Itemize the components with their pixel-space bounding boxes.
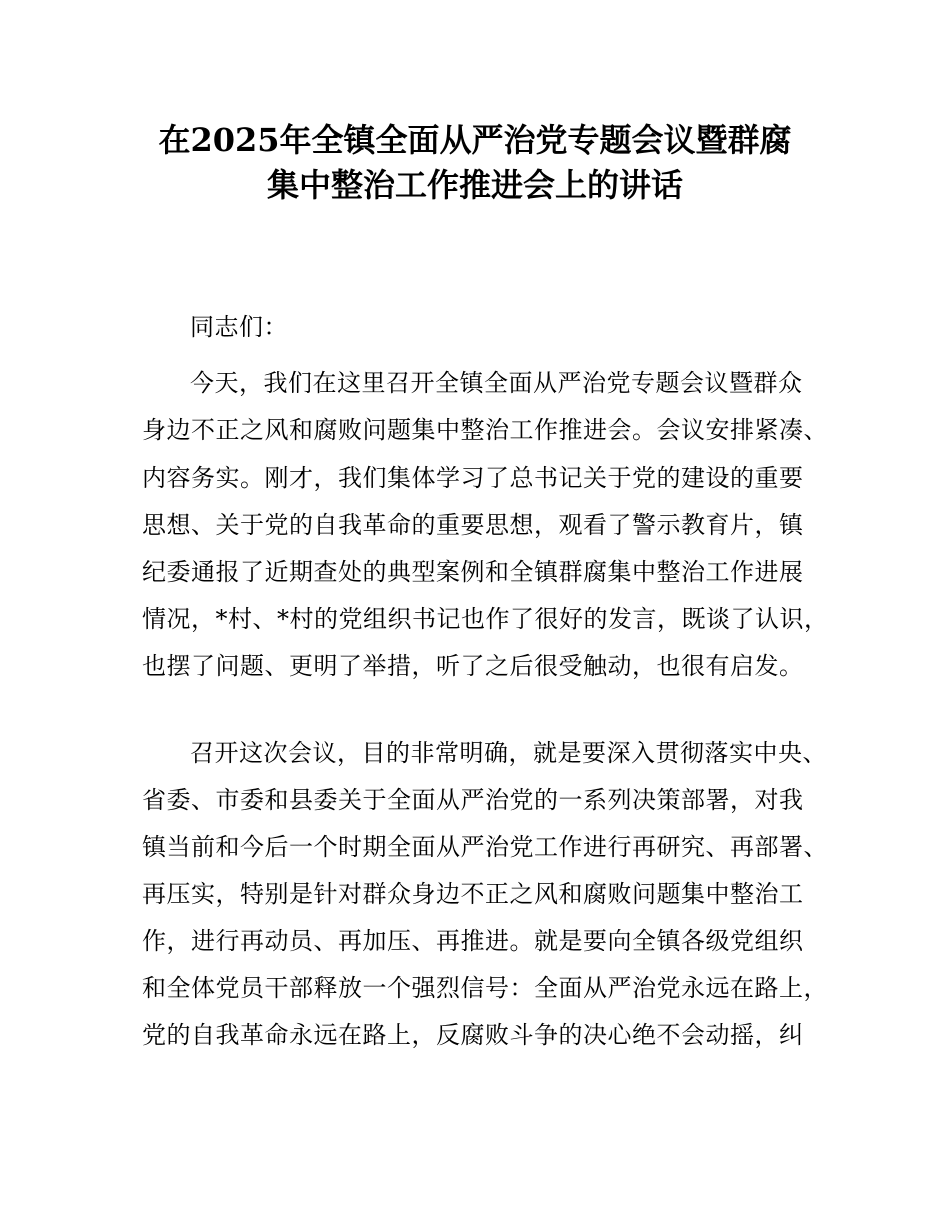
paragraph-line: 召开这次会议，目的非常明确，就是要深入贯彻落实中央、 <box>190 739 827 767</box>
paragraph-line: 再压实，特别是针对群众身边不正之风和腐败问题集中整治工 <box>142 880 804 908</box>
paragraph-line: 今天，我们在这里召开全镇全面从严治党专题会议暨群众 <box>190 369 803 397</box>
document-title-line-1: 在2025年全镇全面从严治党专题会议暨群腐 <box>158 121 792 159</box>
paragraph-line: 也摆了问题、更明了举措，听了之后很受触动，也很有启发。 <box>142 652 804 680</box>
paragraph-line: 身边不正之风和腐败问题集中整治工作推进会。会议安排紧凑、 <box>142 416 828 444</box>
paragraph-line: 纪委通报了近期查处的典型案例和全镇群腐集中整治工作进展 <box>142 558 804 586</box>
paragraph-line: 镇当前和今后一个时期全面从严治党工作进行再研究、再部署、 <box>142 833 828 861</box>
paragraph-line: 省委、市委和县委关于全面从严治党的一系列决策部署，对我 <box>142 786 804 814</box>
paragraph-line: 党的自我革命永远在路上，反腐败斗争的决心绝不会动摇，纠 <box>142 1021 804 1049</box>
paragraph-line: 内容务实。刚才，我们集体学习了总书记关于党的建设的重要 <box>142 464 804 492</box>
salutation: 同志们： <box>190 313 288 341</box>
paragraph-line: 作，进行再动员、再加压、再推进。就是要向全镇各级党组织 <box>142 927 804 955</box>
paragraph-line: 和全体党员干部释放一个强烈信号：全面从严治党永远在路上， <box>142 974 828 1002</box>
paragraph-line: 情况，*村、*村的党组织书记也作了很好的发言，既谈了认识， <box>142 605 829 633</box>
document-title-line-2: 集中整治工作推进会上的讲话 <box>266 166 683 204</box>
paragraph-line: 思想、关于党的自我革命的重要思想，观看了警示教育片，镇 <box>142 511 804 539</box>
